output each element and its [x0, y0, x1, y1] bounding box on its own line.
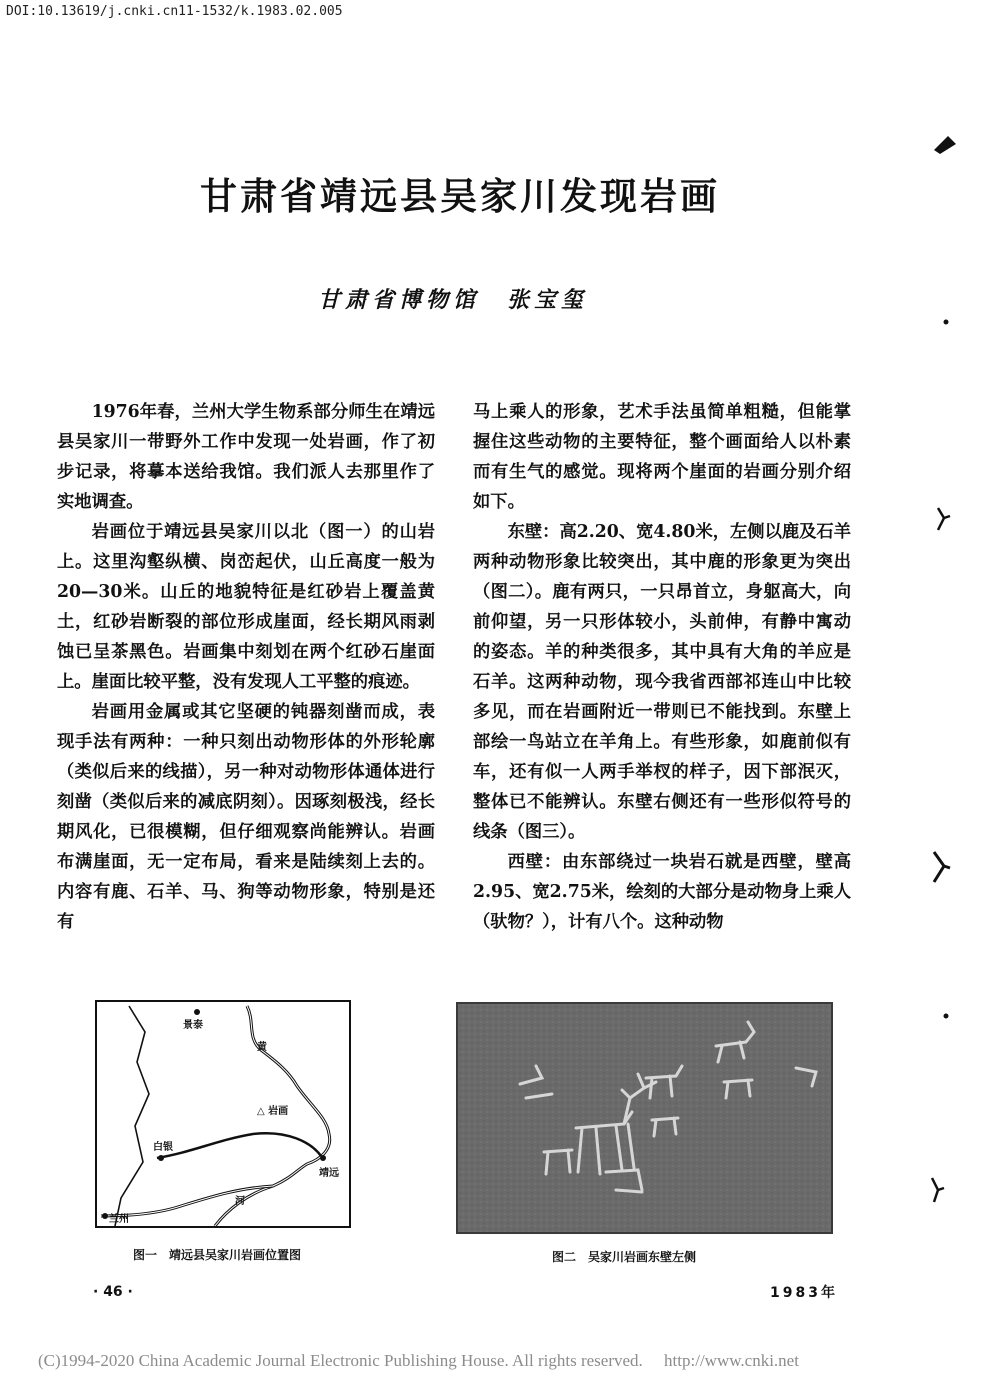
map-label-rock-art: △ 岩画 — [257, 1106, 289, 1117]
lanzhou-dot — [102, 1213, 108, 1219]
paragraph: 1976年春，兰州大学生物系部分师生在靖远县吴家川一带野外工作中发现一处岩画，作了初步记录，将摹本送给我馆。我们派人去那里作了实地调查。 — [57, 402, 435, 512]
left-column — [57, 397, 435, 937]
copyright-line: (C)1994-2020 China Academic Journal Electronic Publishing House. All rights reserved. http://www.cnki.net — [38, 1351, 799, 1370]
paragraph: 西壁：由东部绕过一块岩石就是西壁，壁高2.95、宽2.75米，绘刻的大部分是动物身上乘人（驮物？），计有八个。这种动物 — [473, 852, 851, 932]
paragraph: 岩画用金属或其它坚硬的钝器刻凿而成，表现手法有两种：一种只刻出动物形体的外形轮廓（类似后来的线描），另一种对动物形体通体进行刻凿（类似后来的减底阴刻）。因琢刻极浅，经长期风化，已很模糊，但仔细观察尚能辨认。岩画布满崖面，无一定布局，看来是陆续刻上去的。内容有鹿、石羊、马、狗等动物形象，特别是还有 — [57, 702, 435, 932]
location-map — [95, 1000, 351, 1228]
scan-mark-icon — [930, 1176, 946, 1204]
right-column — [473, 397, 851, 937]
scan-dot-icon — [942, 318, 950, 326]
map-label-lanzhou: 兰州 — [109, 1214, 129, 1225]
journal-year: 1983年 — [770, 1285, 838, 1301]
map-label-baiyin: 白银 — [153, 1142, 173, 1153]
figure-1-caption: 图一 靖远县吴家川岩画位置图 — [133, 1248, 302, 1262]
figure-2-caption: 图二 吴家川岩画东壁左侧 — [552, 1250, 697, 1264]
jingtai-dot — [194, 1009, 200, 1015]
boundary-line — [115, 1006, 149, 1226]
paragraph-continuation: 马上乘人的形象，艺术手法虽简单粗糙，但能掌握住这些动物的主要特征，整个画面给人以朴素而有生气的感觉。现将两个崖面的岩画分别介绍如下。 — [473, 402, 851, 512]
map-label-river: 黄 — [257, 1042, 267, 1053]
map-label-river2: 河 — [235, 1196, 245, 1207]
scan-mark-icon — [936, 506, 952, 532]
map-label-jingtai: 景泰 — [183, 1020, 203, 1031]
map-drawing — [97, 1002, 349, 1226]
scan-mark-icon — [930, 128, 960, 158]
map-label-jingyuan: 靖远 — [319, 1168, 339, 1179]
rock-art-photo — [456, 1002, 833, 1234]
article-title: 甘肃省靖远县吴家川发现岩画 — [200, 174, 720, 218]
paragraph: 岩画位于靖远县吴家川以北（图一）的山岩上。这里沟壑纵横、岗峦起伏，山丘高度一般为20—30米。山丘的地貌特征是红砂岩上覆盖黄土，红砂岩断裂的部位形成崖面，经长期风雨剥蚀已呈茶黑色。岩画集中刻划在两个红砂石崖面上。崖面比较平整，没有发现人工平整的痕迹。 — [57, 522, 435, 692]
rock-surface — [456, 1002, 833, 1234]
article-author: 甘肃省博物馆 张宝玺 — [318, 287, 589, 313]
baiyin-dot — [158, 1155, 164, 1161]
jingyuan-dot — [320, 1155, 326, 1161]
paragraph: 东壁：高2.20、宽4.80米，左侧以鹿及石羊两种动物形象比较突出，其中鹿的形象更为突出（图二）。鹿有两只，一只昂首立，身躯高大，向前仰望，另一只形体较小，头前伸，有静中寓动的姿态。羊的种类很多，其中具有大角的羊应是石羊。这两种动物，现今我省西部祁连山中比较多见，而在岩画附近一带则已不能找到。东壁上部绘一鸟站立在羊角上。有些形象，如鹿前似有车，还有似一人两手举杈的样子，因下部泯灭，整体已不能辨认。东壁右侧还有一些形似符号的线条（图三）。 — [473, 522, 851, 842]
page-number: · 46 · — [93, 1284, 133, 1300]
scan-dot-icon — [942, 1012, 950, 1020]
road-line — [157, 1133, 321, 1158]
scan-mark-icon — [932, 850, 952, 884]
rock-art-drawing — [456, 1002, 833, 1234]
doi-line: DOI:10.13619/j.cnki.cn11-1532/k.1983.02.005 — [6, 4, 343, 19]
